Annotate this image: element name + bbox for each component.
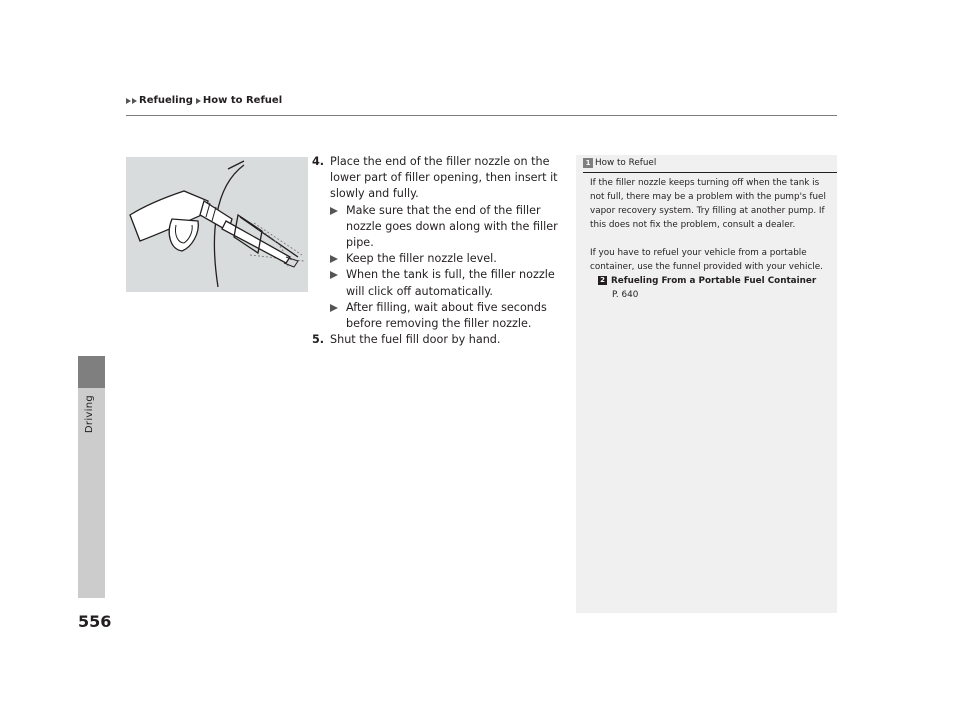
note-title: How to Refuel (595, 158, 657, 168)
step-number: 4. (312, 155, 325, 168)
refueling-nozzle-illustration (126, 157, 308, 292)
cross-reference-page[interactable]: P. 640 (612, 290, 639, 300)
step-bullet (312, 203, 570, 252)
bullet-arrow-icon (330, 304, 338, 312)
cross-reference-title[interactable]: Refueling From a Portable Fuel Container (611, 276, 817, 286)
note-marker: 1 (583, 158, 593, 168)
chapter-tab-marker (78, 356, 105, 388)
step-bullet (312, 267, 570, 299)
note-divider (583, 172, 837, 173)
step-number: 5. (312, 333, 325, 347)
breadcrumb-item[interactable]: How to Refuel (202, 95, 283, 106)
refuel-steps (312, 154, 570, 348)
step-4 (312, 154, 570, 203)
page-number: 556 (78, 612, 112, 631)
step-text: Shut the fuel fill door by hand. (330, 333, 501, 347)
step-bullet (312, 300, 570, 332)
bullet-text: When the tank is full, the filler nozzle will click off automatically. (346, 268, 555, 298)
note-paragraph: If the filler nozzle keeps turning off when the tank is not full, there may be a problem with the pump's fuel vapor recovery system. Try filling at another pump. If this does not fix the problem, consult a dealer. (590, 178, 826, 230)
step-bullet (312, 251, 570, 267)
fuel-nozzle-icon (126, 157, 308, 292)
bullet-arrow-icon (330, 255, 338, 263)
cross-reference-link[interactable] (598, 274, 830, 288)
bullet-text: After filling, wait about five seconds before removing the filler nozzle. (346, 300, 547, 331)
bullet-text: Make sure that the end of the filler nozzle goes down along with the filler pipe. (346, 203, 558, 250)
breadcrumb-item[interactable]: Refueling (139, 95, 193, 106)
breadcrumb-arrow-icon (196, 98, 201, 104)
step-5 (312, 332, 570, 348)
breadcrumb-arrow-icon (132, 98, 137, 104)
breadcrumb-arrow-icon (126, 98, 131, 104)
note-heading (583, 158, 656, 168)
side-note (576, 155, 837, 613)
note-body (590, 176, 830, 302)
chapter-tab-label: Driving (84, 395, 95, 434)
bullet-arrow-icon (330, 271, 338, 279)
header-divider (126, 115, 837, 116)
step-text: Place the end of the filler nozzle on the lower part of filler opening, then insert it slowly and fully. (330, 155, 558, 201)
bullet-text: Keep the filler nozzle level. (346, 252, 497, 266)
bullet-arrow-icon (330, 207, 338, 215)
cross-reference-icon: 2 (598, 276, 607, 285)
breadcrumb (126, 95, 282, 106)
note-paragraph (590, 246, 830, 274)
note-paragraph-text: If you have to refuel your vehicle from a portable container, use the funnel provided with your vehicle. (590, 248, 823, 272)
